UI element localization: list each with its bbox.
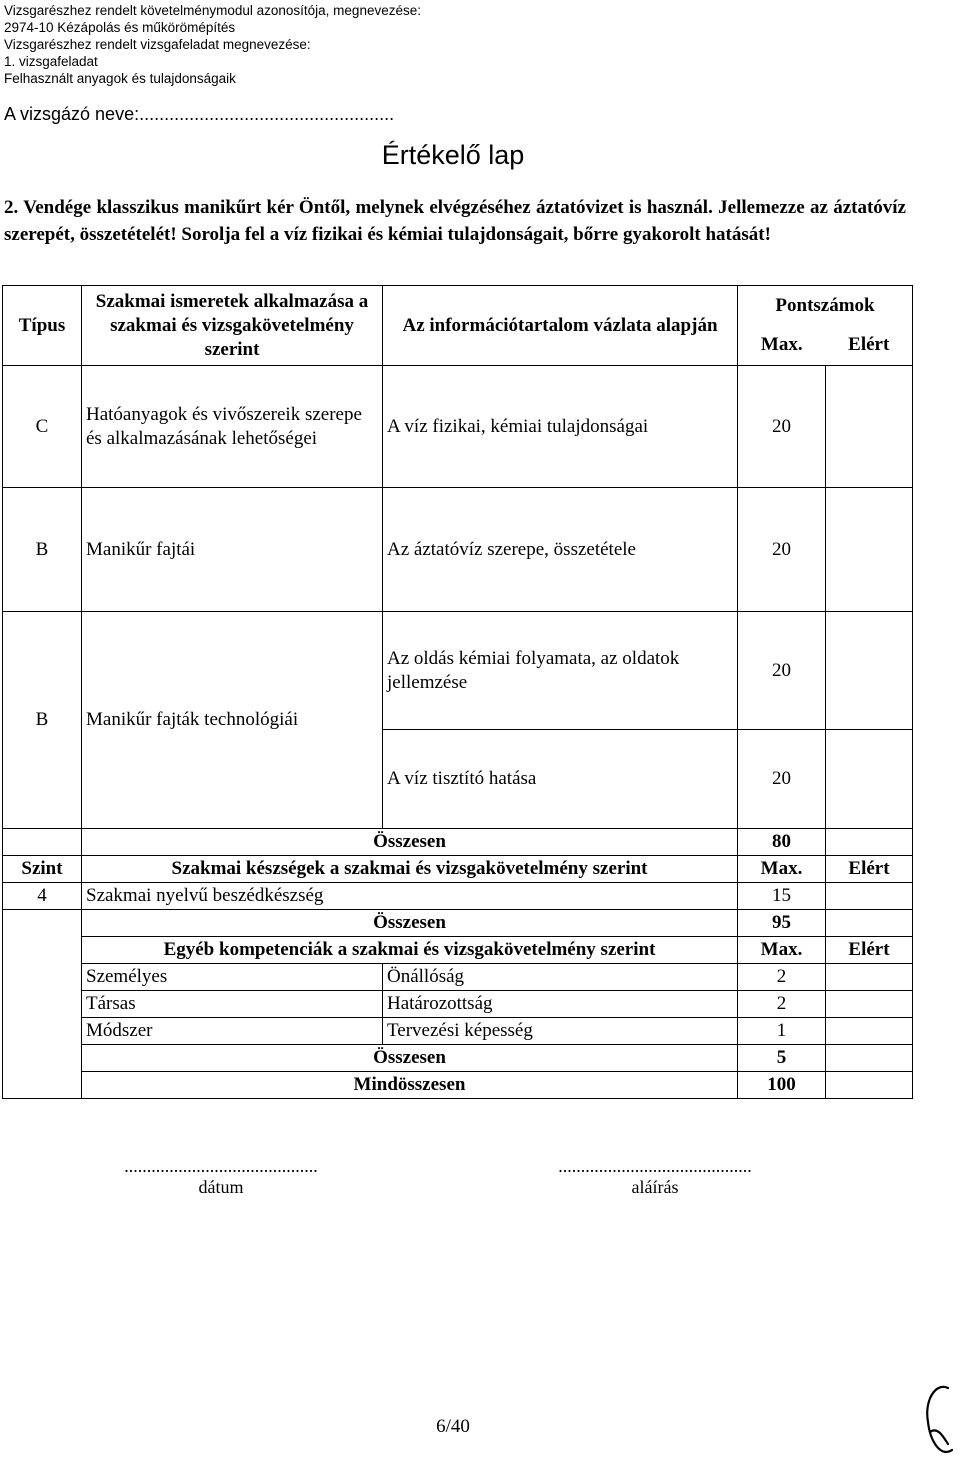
other-max-header: Max. <box>738 937 826 964</box>
outline-header: Az információtartalom vázlata alapján <box>383 286 738 366</box>
type-header: Típus <box>3 286 82 366</box>
page-title: Értékelő lap <box>381 140 525 170</box>
subtotal-label: Összesen <box>82 1045 738 1072</box>
skill-max: 15 <box>738 883 826 910</box>
competency-achieved[interactable] <box>826 1018 913 1045</box>
header-line: 1. vizsgafeladat <box>4 54 98 69</box>
document-header <box>4 2 421 87</box>
subtotal-label: Összesen <box>82 829 738 856</box>
page-number: 6/40 <box>436 1416 470 1437</box>
max-header: Max. <box>738 326 826 366</box>
skills-max-header: Max. <box>738 856 826 883</box>
handwritten-mark-icon <box>918 1380 958 1460</box>
empty-cell <box>3 964 82 991</box>
skill-name: Szakmai nyelvű beszédkészség <box>82 883 738 910</box>
subtotal-achieved[interactable] <box>826 829 913 856</box>
subtotal-achieved[interactable] <box>826 1045 913 1072</box>
competency-achieved[interactable] <box>826 991 913 1018</box>
header-line: 2974-10 Kézápolás és műkörömépítés <box>4 20 236 35</box>
task-description: 2. Vendége klasszikus manikűrt kér Öntől, melynek elvégzéséhez áztatóvizet is használ. Jellemezze az áztatóvíz szerepét, összetételét! Sorolja fel a víz fizikai és kémiai tulajdonságait, bőrre gyakorolt hatását! <box>4 197 906 245</box>
subtotal-value: 95 <box>738 910 826 937</box>
header-line: Felhasznált anyagok és tulajdonságaik <box>4 71 236 86</box>
competency-name: Határozottság <box>383 991 738 1018</box>
row-max: 20 <box>738 730 826 829</box>
competency-category: Társas <box>82 991 383 1018</box>
competency-achieved[interactable] <box>826 964 913 991</box>
row-knowledge: Manikűr fajtái <box>82 488 383 612</box>
level-header: Szint <box>3 856 82 883</box>
grand-total-achieved[interactable] <box>826 1072 913 1099</box>
row-achieved[interactable] <box>826 366 913 488</box>
row-type: B <box>3 488 82 612</box>
signature-label: aláírás <box>631 1177 679 1197</box>
row-outline: Az áztatóvíz szerepe, összetétele <box>383 488 738 612</box>
date-signature-block <box>86 1156 356 1198</box>
subtotal-value: 80 <box>738 829 826 856</box>
skills-achieved-header: Elért <box>826 856 913 883</box>
candidate-name-line: A vizsgázó neve:................................................... <box>4 104 395 124</box>
header-line: Vizsgarészhez rendelt vizsgafeladat megnevezése: <box>4 37 311 52</box>
empty-cell <box>3 1072 82 1099</box>
empty-cell <box>3 1045 82 1072</box>
header-line: Vizsgarészhez rendelt követelménymodul azonosítója, megnevezése: <box>4 3 421 18</box>
empty-cell <box>3 991 82 1018</box>
empty-cell <box>3 937 82 964</box>
row-achieved[interactable] <box>826 612 913 730</box>
evaluation-table <box>2 285 913 1099</box>
empty-cell <box>3 910 82 937</box>
signature-block <box>520 1156 790 1198</box>
row-knowledge: Manikűr fajták technológiái <box>82 612 383 829</box>
row-achieved[interactable] <box>826 488 913 612</box>
subtotal-label: Összesen <box>82 910 738 937</box>
row-outline: Az oldás kémiai folyamata, az oldatok jellemzése <box>383 612 738 730</box>
row-type: B <box>3 612 82 829</box>
row-max: 20 <box>738 612 826 730</box>
subtotal-achieved[interactable] <box>826 910 913 937</box>
competency-max: 2 <box>738 991 826 1018</box>
row-max: 20 <box>738 366 826 488</box>
empty-cell <box>3 829 82 856</box>
row-outline: A víz tisztító hatása <box>383 730 738 829</box>
row-type: C <box>3 366 82 488</box>
row-achieved[interactable] <box>826 730 913 829</box>
skill-achieved[interactable] <box>826 883 913 910</box>
competency-max: 1 <box>738 1018 826 1045</box>
competency-name: Tervezési képesség <box>383 1018 738 1045</box>
skills-header: Szakmai készségek a szakmai és vizsgakövetelmény szerint <box>82 856 738 883</box>
row-knowledge: Hatóanyagok és vivőszereik szerepe és alkalmazásának lehetőségei <box>82 366 383 488</box>
achieved-header: Elért <box>826 326 913 366</box>
competency-name: Önállóság <box>383 964 738 991</box>
skill-level: 4 <box>3 883 82 910</box>
competency-category: Személyes <box>82 964 383 991</box>
knowledge-header: Szakmai ismeretek alkalmazása a szakmai és vizsgakövetelmény szerint <box>82 286 383 366</box>
empty-cell <box>3 1018 82 1045</box>
row-outline: A víz fizikai, kémiai tulajdonságai <box>383 366 738 488</box>
row-max: 20 <box>738 488 826 612</box>
subtotal-value: 5 <box>738 1045 826 1072</box>
other-achieved-header: Elért <box>826 937 913 964</box>
grand-total-label: Mindösszesen <box>82 1072 738 1099</box>
date-dots: ........................................... <box>124 1156 318 1176</box>
signature-dots: ........................................... <box>558 1156 752 1176</box>
competency-category: Módszer <box>82 1018 383 1045</box>
points-header: Pontszámok <box>738 286 913 326</box>
date-label: dátum <box>198 1177 244 1197</box>
other-competencies-header: Egyéb kompetenciák a szakmai és vizsgakövetelmény szerint <box>82 937 738 964</box>
competency-max: 2 <box>738 964 826 991</box>
grand-total-value: 100 <box>738 1072 826 1099</box>
